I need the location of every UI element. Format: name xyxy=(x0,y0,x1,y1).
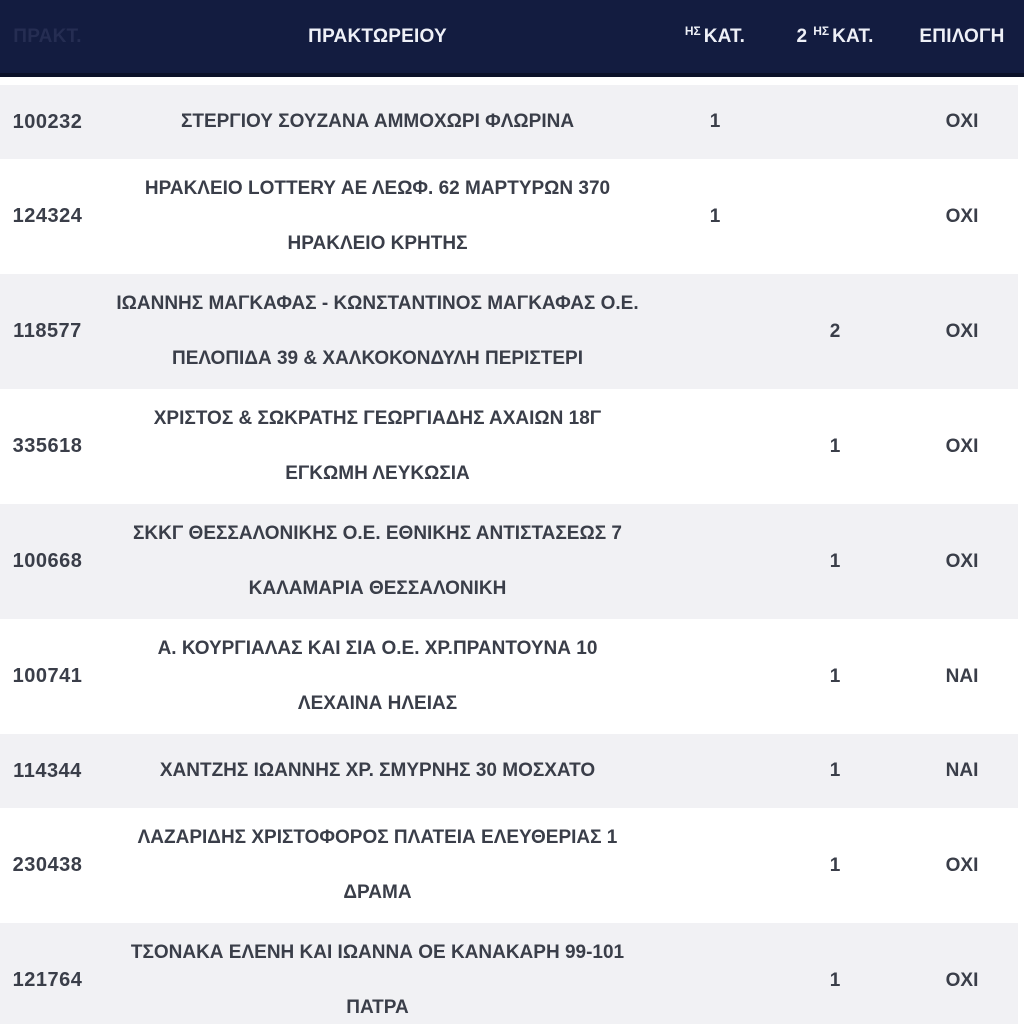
cell-agency-name xyxy=(95,177,660,256)
cell-selection: ΟΧΙ xyxy=(945,969,979,991)
cell-agency-name xyxy=(95,292,660,371)
table-row xyxy=(0,85,1018,159)
header-agency-label: ΠΡΑΚΤΩΡΕΙΟΥ xyxy=(308,25,447,47)
agency-name-line: ΧΡΙΣΤΟΣ & ΣΩΚΡΑΤΗΣ ΓΕΩΡΓΙΑΔΗΣ ΑΧΑΙΩΝ 18Γ xyxy=(153,408,602,429)
agency-name-line: ΠΑΤΡΑ xyxy=(346,997,409,1018)
cell-cat1-count: 1 xyxy=(709,111,721,132)
header-cell-cat2 xyxy=(770,23,900,48)
cell-agency-name xyxy=(95,826,660,905)
header-cat2-superscript: ΗΣ xyxy=(813,23,830,38)
cell-agency-name xyxy=(95,407,660,486)
cell-cat2-count: 1 xyxy=(829,665,841,687)
header-cell-agency xyxy=(95,26,660,48)
table-body xyxy=(0,85,1024,1024)
agency-name-line: ΚΑΛΑΜΑΡΙΑ ΘΕΣΣΑΛΟΝΙΚΗ xyxy=(248,578,507,599)
table-row xyxy=(0,808,1018,923)
cell-agent-number: 100668 xyxy=(12,550,83,572)
header-selection-label: ΕΠΙΛΟΓΗ xyxy=(919,25,1005,47)
cell-agent-number: 118577 xyxy=(13,320,82,342)
cell-selection: ΟΧΙ xyxy=(945,205,979,227)
table-row xyxy=(0,159,1018,274)
cell-agent-number: 100232 xyxy=(12,110,83,133)
cell-agency-name xyxy=(95,941,660,1020)
agency-name-line: ΣΚΚΓ ΘΕΣΣΑΛΟΝΙΚΗΣ Ο.Ε. ΕΘΝΙΚΗΣ ΑΝΤΙΣΤΑΣΕΩΣ 7 xyxy=(133,523,622,544)
cell-agent-number: 100741 xyxy=(12,665,83,687)
header-cell-cat1 xyxy=(660,23,770,48)
table-header xyxy=(0,0,1024,77)
cell-selection: ΝΑΙ xyxy=(945,760,979,781)
header-agent-number-label: ΠΡΑΚΤ. xyxy=(13,25,82,47)
cell-cat2-count: 2 xyxy=(829,320,841,342)
cell-cat1-count: 1 xyxy=(709,205,721,227)
cell-selection: ΟΧΙ xyxy=(945,320,979,342)
table-row xyxy=(0,504,1018,619)
agency-name-line: ΠΕΛΟΠΙΔΑ 39 & ΧΑΛΚΟΚΟΝΔΥΛΗ ΠΕΡΙΣΤΕΡΙ xyxy=(172,348,583,369)
agency-name-line: ΔΡΑΜΑ xyxy=(343,882,412,903)
header-cat1-superscript: ΗΣ xyxy=(684,23,701,38)
cell-selection: ΝΑΙ xyxy=(945,665,979,687)
cell-agent-number: 230438 xyxy=(12,854,83,876)
table-row xyxy=(0,389,1018,504)
agency-name-line: Α. ΚΟΥΡΓΙΑΛΑΣ ΚΑΙ ΣΙΑ Ο.Ε. ΧΡ.ΠΡΑΝΤΟΥΝΑ 10 xyxy=(157,638,598,659)
cell-agent-number: 114344 xyxy=(13,759,82,782)
agency-name-line: ΛΑΖΑΡΙΔΗΣ ΧΡΙΣΤΟΦΟΡΟΣ ΠΛΑΤΕΙΑ ΕΛΕΥΘΕΡΙΑΣ 1 xyxy=(137,827,618,848)
header-cell-agent-number xyxy=(0,26,95,48)
cell-cat2-count: 1 xyxy=(829,854,841,876)
table-row xyxy=(0,619,1018,734)
cell-agent-number: 335618 xyxy=(12,435,83,457)
cell-agency-name xyxy=(95,759,660,783)
agency-name-line: ΗΡΑΚΛΕΙΟ ΚΡΗΤΗΣ xyxy=(287,233,468,254)
agency-name-line: ΛΕΧΑΙΝΑ ΗΛΕΙΑΣ xyxy=(297,693,458,714)
header-cat2-number: 2 xyxy=(796,25,808,47)
agency-name-line: ΗΡΑΚΛΕΙΟ LOTTERY ΑΕ ΛΕΩΦ. 62 ΜΑΡΤΥΡΩΝ 370 xyxy=(144,178,611,199)
cell-cat2-count: 1 xyxy=(829,969,841,991)
agency-name-line: ΧΑΝΤΖΗΣ ΙΩΑΝΝΗΣ ΧΡ. ΣΜΥΡΝΗΣ 30 ΜΟΣΧΑΤΟ xyxy=(159,760,596,781)
agency-name-line: ΙΩΑΝΝΗΣ ΜΑΓΚΑΦΑΣ - ΚΩΝΣΤΑΝΤΙΝΟΣ ΜΑΓΚΑΦΑΣ Ο.Ε. xyxy=(116,293,639,314)
table-row xyxy=(0,734,1018,808)
cell-agency-name xyxy=(95,522,660,601)
cell-agent-number: 121764 xyxy=(12,969,83,991)
table-row xyxy=(0,274,1018,389)
cell-selection: ΟΧΙ xyxy=(945,435,979,457)
cell-selection: ΟΧΙ xyxy=(945,550,979,572)
cell-selection: ΟΧΙ xyxy=(945,854,979,876)
cell-agency-name xyxy=(95,637,660,716)
cell-agent-number: 124324 xyxy=(12,205,83,227)
agency-name-line: ΣΤΕΡΓΙΟΥ ΣΟΥΖΑΝΑ ΑΜΜΟΧΩΡΙ ΦΛΩΡΙΝΑ xyxy=(180,111,575,132)
table-row xyxy=(0,923,1018,1024)
agency-name-line: ΤΣΟΝΑΚΑ ΕΛΕΝΗ ΚΑΙ ΙΩΑΝΝΑ ΟΕ ΚΑΝΑΚΑΡΗ 99-101 xyxy=(130,942,625,963)
cell-cat2-count: 1 xyxy=(829,435,841,457)
header-cat2-label: ΚΑΤ. xyxy=(832,25,874,47)
header-cat1-label: ΚΑΤ. xyxy=(703,25,746,47)
header-cell-selection xyxy=(900,26,1024,48)
cell-agency-name xyxy=(95,110,660,134)
cell-cat2-count: 1 xyxy=(829,760,841,781)
cell-cat2-count: 1 xyxy=(829,550,841,572)
cell-selection: ΟΧΙ xyxy=(945,111,979,132)
agency-name-line: ΕΓΚΩΜΗ ΛΕΥΚΩΣΙΑ xyxy=(285,463,470,484)
